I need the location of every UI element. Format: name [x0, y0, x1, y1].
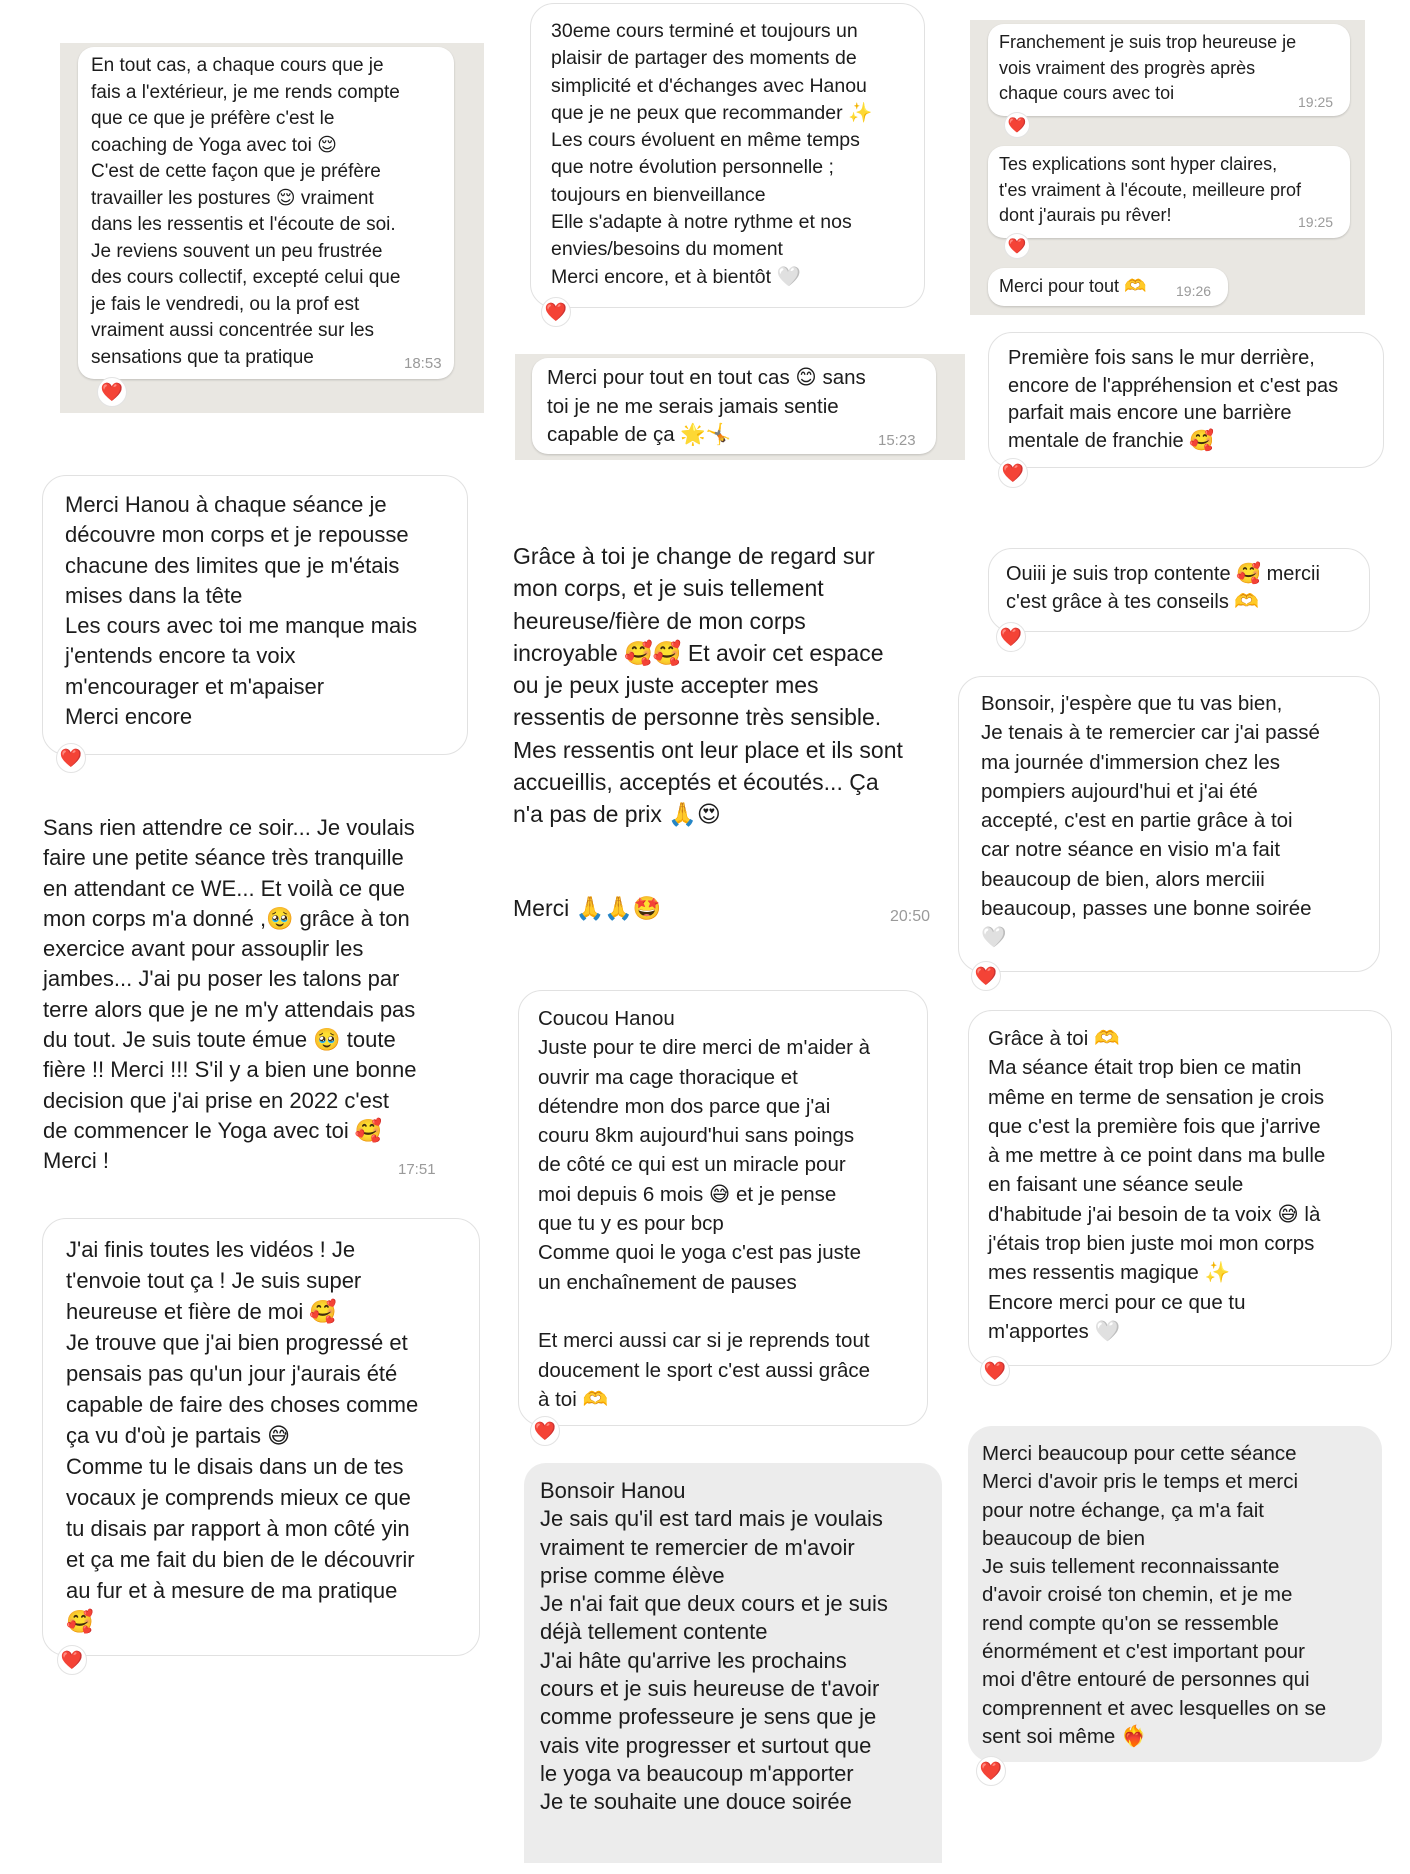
message-text: En tout cas, a chaque cours que je fais a l'extérieur, je me rends compte que ce que je préfère c'est le coaching de Yoga avec toi 😌 C'est de cette façon que je préfère travailler les postures 😌 vraiment dans les ressentis et l'écoute de soi. Je reviens souvent un peu frustrée des cours collectif, excepté celui que je fais le vendredi, ou la prof est vraiment aussi concentrée sur les sensations que ta pratique — [91, 55, 401, 368]
message-time: 19:25 — [1298, 214, 1334, 230]
message-bubble — [524, 1463, 942, 1863]
heart-reaction-icon: ❤️ — [1004, 112, 1030, 138]
message-bubble — [532, 358, 936, 454]
message-text: Sans rien attendre ce soir... Je voulais faire une petite séance très tranquille en attendant ce WE... Et voilà ce que mon corps m'a donné ,🥹 grâce à ton exercice avant pour assouplir les jambes... J'ai pu poser les talons par terre alors que je ne m'y attendais pas du tout. Je suis toute émue 🥹 toute fière !! Merci !!! S'il y a bien une bonne decision que j'ai prise en 2022 c'est de commencer le Yoga avec toi 🥰 Merci ! — [43, 815, 417, 1174]
message-bubble — [968, 1010, 1392, 1366]
message-text: Merci Hanou à chaque séance je découvre mon corps et je repousse chacune des limites que je m'étais mises dans la tête Les cours avec toi me manque mais j'entends encore ta voix m'encourager et m'apaiser Merci encore — [65, 492, 418, 730]
message-text: Merci beaucoup pour cette séance Merci d'avoir pris le temps et merci pour notre échange, ça m'a fait beaucoup de bien Je suis tellement reconnaissante d'avoir croisé ton chemin, et je me rend compte qu'on se ressemble énormément et c'est important pour moi d'être entouré de personnes qui comprennent et avec lesquelles on se sent soi même ❤️‍🔥 — [982, 1442, 1327, 1748]
message-text: Merci pour tout en tout cas 😊 sans toi je ne me serais jamais sentie capable de ça 🌟🤸 — [547, 366, 866, 446]
heart-reaction-icon: ❤️ — [541, 297, 571, 327]
message-bubble — [988, 146, 1350, 238]
message-bubble — [78, 47, 454, 379]
message-bubble — [988, 332, 1384, 468]
message-bubble — [958, 676, 1380, 972]
heart-reaction-icon: ❤️ — [980, 1356, 1010, 1386]
message-bubble — [968, 1426, 1382, 1762]
message-bubble — [530, 3, 925, 308]
message-bubble — [42, 475, 468, 755]
message-bubble — [988, 268, 1228, 306]
message-text: Ouiii je suis trop contente 🥰 mercii c'est grâce à tes conseils 🫶 — [1006, 563, 1320, 613]
heart-reaction-icon: ❤️ — [1004, 233, 1030, 259]
heart-reaction-icon: ❤️ — [56, 743, 86, 773]
message-text: Tes explications sont hyper claires, t'es vraiment à l'écoute, meilleure prof dont j'aurais pu rêver! — [999, 154, 1302, 225]
message-text: Bonsoir, j'espère que tu vas bien, Je tenais à te remercier car j'ai passé ma journée d'immersion chez les pompiers aujourd'hui et j'ai été accepté, c'est en partie grâce à toi car notre séance en visio m'a fait beaucoup de bien, alors merciii beaucoup, passes une bonne soirée 🤍 — [981, 692, 1320, 950]
heart-reaction-icon: ❤️ — [976, 1756, 1006, 1786]
message-bubble — [512, 890, 952, 936]
heart-reaction-icon: ❤️ — [97, 377, 127, 407]
message-text: Franchement je suis trop heureuse je vois vraiment des progrès après chaque cours avec toi — [999, 32, 1297, 103]
heart-reaction-icon: ❤️ — [996, 622, 1026, 652]
message-text: Grâce à toi je change de regard sur mon corps, et je suis tellement heureuse/fière de mon corps incroyable 🥰🥰 Et avoir cet espace ou je peux juste accepter mes ressentis de personne très sensible. Mes ressentis ont leur place et ils sont accueillis, acceptés et écoutés... Ça n'a pas de prix 🙏😍 — [513, 543, 903, 828]
heart-reaction-icon: ❤️ — [57, 1645, 87, 1675]
message-bubble — [512, 540, 952, 840]
message-time: 17:51 — [398, 1161, 436, 1178]
message-bubble — [42, 812, 462, 1182]
message-text: Merci 🙏🙏🤩 — [513, 895, 662, 921]
heart-reaction-icon: ❤️ — [998, 458, 1028, 488]
message-time: 20:50 — [890, 908, 931, 925]
message-text: Coucou Hanou Juste pour te dire merci de m'aider à ouvrir ma cage thoracique et détendre mon dos parce que j'ai couru 8km aujourd'hui sans poings de côté ce qui est un miracle pour moi depuis 6 mois 😅 et je pense que tu y es pour bcp Comme quoi le yoga c'est pas juste un enchaînement de pauses Et merci aussi car si je reprends tout doucement le sport c'est aussi grâce à toi 🫶 — [538, 1007, 871, 1411]
heart-reaction-icon: ❤️ — [530, 1416, 560, 1446]
message-text: Bonsoir Hanou Je sais qu'il est tard mais je voulais vraiment te remercier de m'avoir prise comme élève Je n'ai fait que deux cours et je suis déjà tellement contente J'ai hâte qu'arrive les prochains cours et je suis heureuse de t'avoir comme professeure je sens que je vais vite progresser et surtout que le yoga va beaucoup m'apporter Je te souhaite une douce soirée — [540, 1478, 888, 1815]
message-time: 15:23 — [878, 432, 916, 449]
message-bubble — [518, 990, 928, 1426]
message-text: Grâce à toi 🫶 Ma séance était trop bien ce matin même en terme de sensation je crois que c'est la première fois que j'arrive à me mettre à ce point dans ma bulle en faisant une séance seule d'habitude j'ai besoin de ta voix 😅 là j'étais trop bien juste moi mon corps mes ressentis magique ✨ Encore merci pour ce que tu m'apportes 🤍 — [988, 1027, 1326, 1343]
message-text: Première fois sans le mur derrière, encore de l'appréhension et c'est pas parfait mais encore une barrière mentale de franchie 🥰 — [1008, 347, 1339, 452]
message-bubble — [988, 548, 1370, 632]
message-bubble — [988, 24, 1350, 116]
message-text: 30eme cours terminé et toujours un plaisir de partager des moments de simplicité et d'échanges avec Hanou que je ne peux que recommander ✨ Les cours évoluent en même temps que notre évolution personnelle ; toujours en bienveillance Elle s'adapte à notre rythme et nos envies/besoins du moment Merci encore, et à bientôt 🤍 — [551, 20, 873, 288]
message-bubble — [42, 1218, 480, 1656]
message-time: 18:53 — [404, 355, 442, 372]
message-text: Merci pour tout 🫶 — [999, 276, 1147, 296]
message-text: J'ai finis toutes les vidéos ! Je t'envoie tout ça ! Je suis super heureuse et fière de moi 🥰 Je trouve que j'ai bien progressé et pensais pas qu'un jour j'aurais été capable de faire des choses comme ça vu d'où je partais 😅 Comme tu le disais dans un de tes vocaux je comprends mieux ce que tu disais par rapport à mon côté yin et ça me fait du bien de le découvrir au fur et à mesure de ma pratique 🥰 — [66, 1237, 419, 1634]
message-time: 19:26 — [1176, 283, 1212, 299]
heart-reaction-icon: ❤️ — [971, 961, 1001, 991]
message-time: 19:25 — [1298, 94, 1334, 110]
